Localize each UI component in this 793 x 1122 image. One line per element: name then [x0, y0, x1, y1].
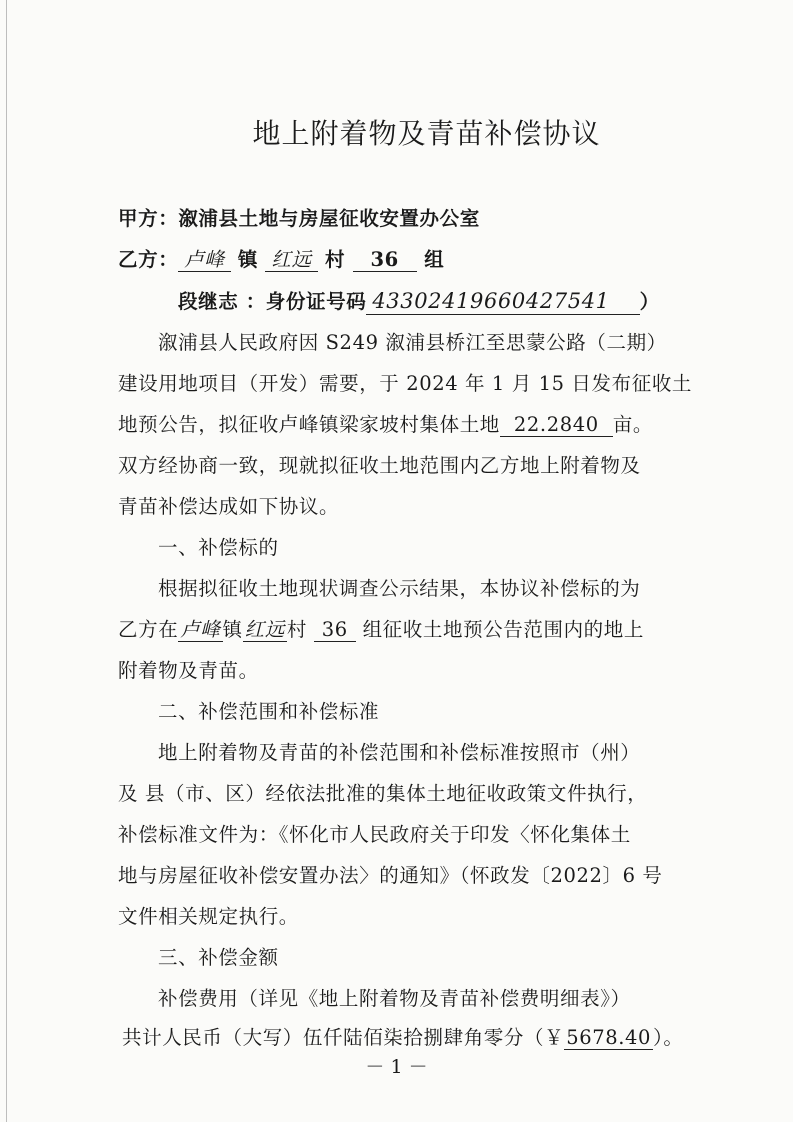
section2-line-2: 及 县（市、区）经依法批准的集体土地征收政策文件执行，	[118, 782, 648, 805]
section1-line-2-post: 组征收土地预公告范围内的地上	[362, 618, 644, 641]
section1-village: 红远	[244, 618, 285, 641]
page-number: － 1 －	[365, 1056, 428, 1078]
section1-group: 36	[314, 619, 356, 642]
section3-line-2-pre: 共计人民币（大写）伍仟陆佰柒拾捌肆角零分（￥	[122, 1026, 565, 1049]
person-close: ）	[639, 290, 660, 313]
party-b-group-suffix: 组	[424, 248, 445, 271]
party-b-label: 乙方：	[118, 248, 179, 271]
intro-line-3	[118, 409, 653, 437]
person-name: 段继志	[178, 290, 239, 313]
intro-line-4: 双方经协商一致，现就拟征收土地范围内乙方地上附着物及	[118, 454, 641, 477]
compensation-amount: 5678.40	[566, 1026, 652, 1049]
section2-line-4: 地与房屋征收补偿安置办法〉的通知》（怀政发〔2022〕6 号	[118, 864, 663, 887]
intro-line-1: 溆浦县人民政府因 S249 溆浦县桥江至思蒙公路（二期）	[158, 331, 667, 354]
section2-heading: 二、补偿范围和补偿标准	[158, 700, 380, 723]
section1-line-2	[118, 614, 644, 642]
section3-line-2	[122, 1022, 684, 1050]
party-b-village: 红远	[265, 249, 317, 272]
section1-line-3: 附着物及青苗。	[118, 659, 259, 682]
party-b-town: 卢峰	[178, 249, 230, 272]
person-line	[178, 286, 660, 315]
document-title: 地上附着物及青苗补偿协议	[252, 117, 601, 150]
party-b-group: 36	[353, 249, 417, 272]
intro-line-3-pre: 地预公告，拟征收卢峰镇梁家坡村集体土地	[118, 413, 500, 436]
section1-line-2-pre: 乙方在	[118, 618, 179, 641]
scan-edge-line	[6, 0, 7, 1122]
section3-line-2-post: ）。	[653, 1026, 684, 1049]
intro-line-2: 建设用地项目（开发）需要，于 2024 年 1 月 15 日发布征收土	[118, 372, 693, 395]
party-b-village-suffix: 村	[325, 248, 346, 271]
party-a-line	[118, 203, 480, 231]
intro-area: 22.2840	[500, 414, 613, 437]
party-a-label: 甲方：	[118, 207, 179, 230]
intro-line-3-post: 亩。	[612, 413, 653, 436]
section1-line-2-mid1: 镇	[222, 618, 243, 641]
section1-line-1: 根据拟征收土地现状调查公示结果，本协议补偿标的为	[158, 577, 641, 600]
section1-line-2-mid2: 村	[286, 618, 307, 641]
party-b-town-suffix: 镇	[237, 248, 259, 271]
section2-line-1: 地上附着物及青苗的补偿范围和补偿标准按照市（州）	[158, 741, 641, 764]
section3-heading: 三、补偿金额	[158, 946, 279, 969]
person-id-value: 43302419660427541	[366, 290, 639, 315]
section2-line-5: 文件相关规定执行。	[118, 905, 299, 928]
section1-town: 卢峰	[180, 618, 221, 641]
party-b-line	[118, 244, 444, 272]
section3-line-1: 补偿费用（详见《地上附着物及青苗补偿费明细表》）	[158, 987, 631, 1010]
intro-line-5: 青苗补偿达成如下协议。	[118, 495, 340, 518]
party-a-value: 溆浦县土地与房屋征收安置办公室	[178, 207, 480, 230]
person-id-label: ：身份证号码	[245, 290, 367, 313]
section2-line-3: 补偿标准文件为：《怀化市人民政府关于印发〈怀化集体土	[118, 823, 631, 846]
section1-heading: 一、补偿标的	[158, 536, 279, 559]
